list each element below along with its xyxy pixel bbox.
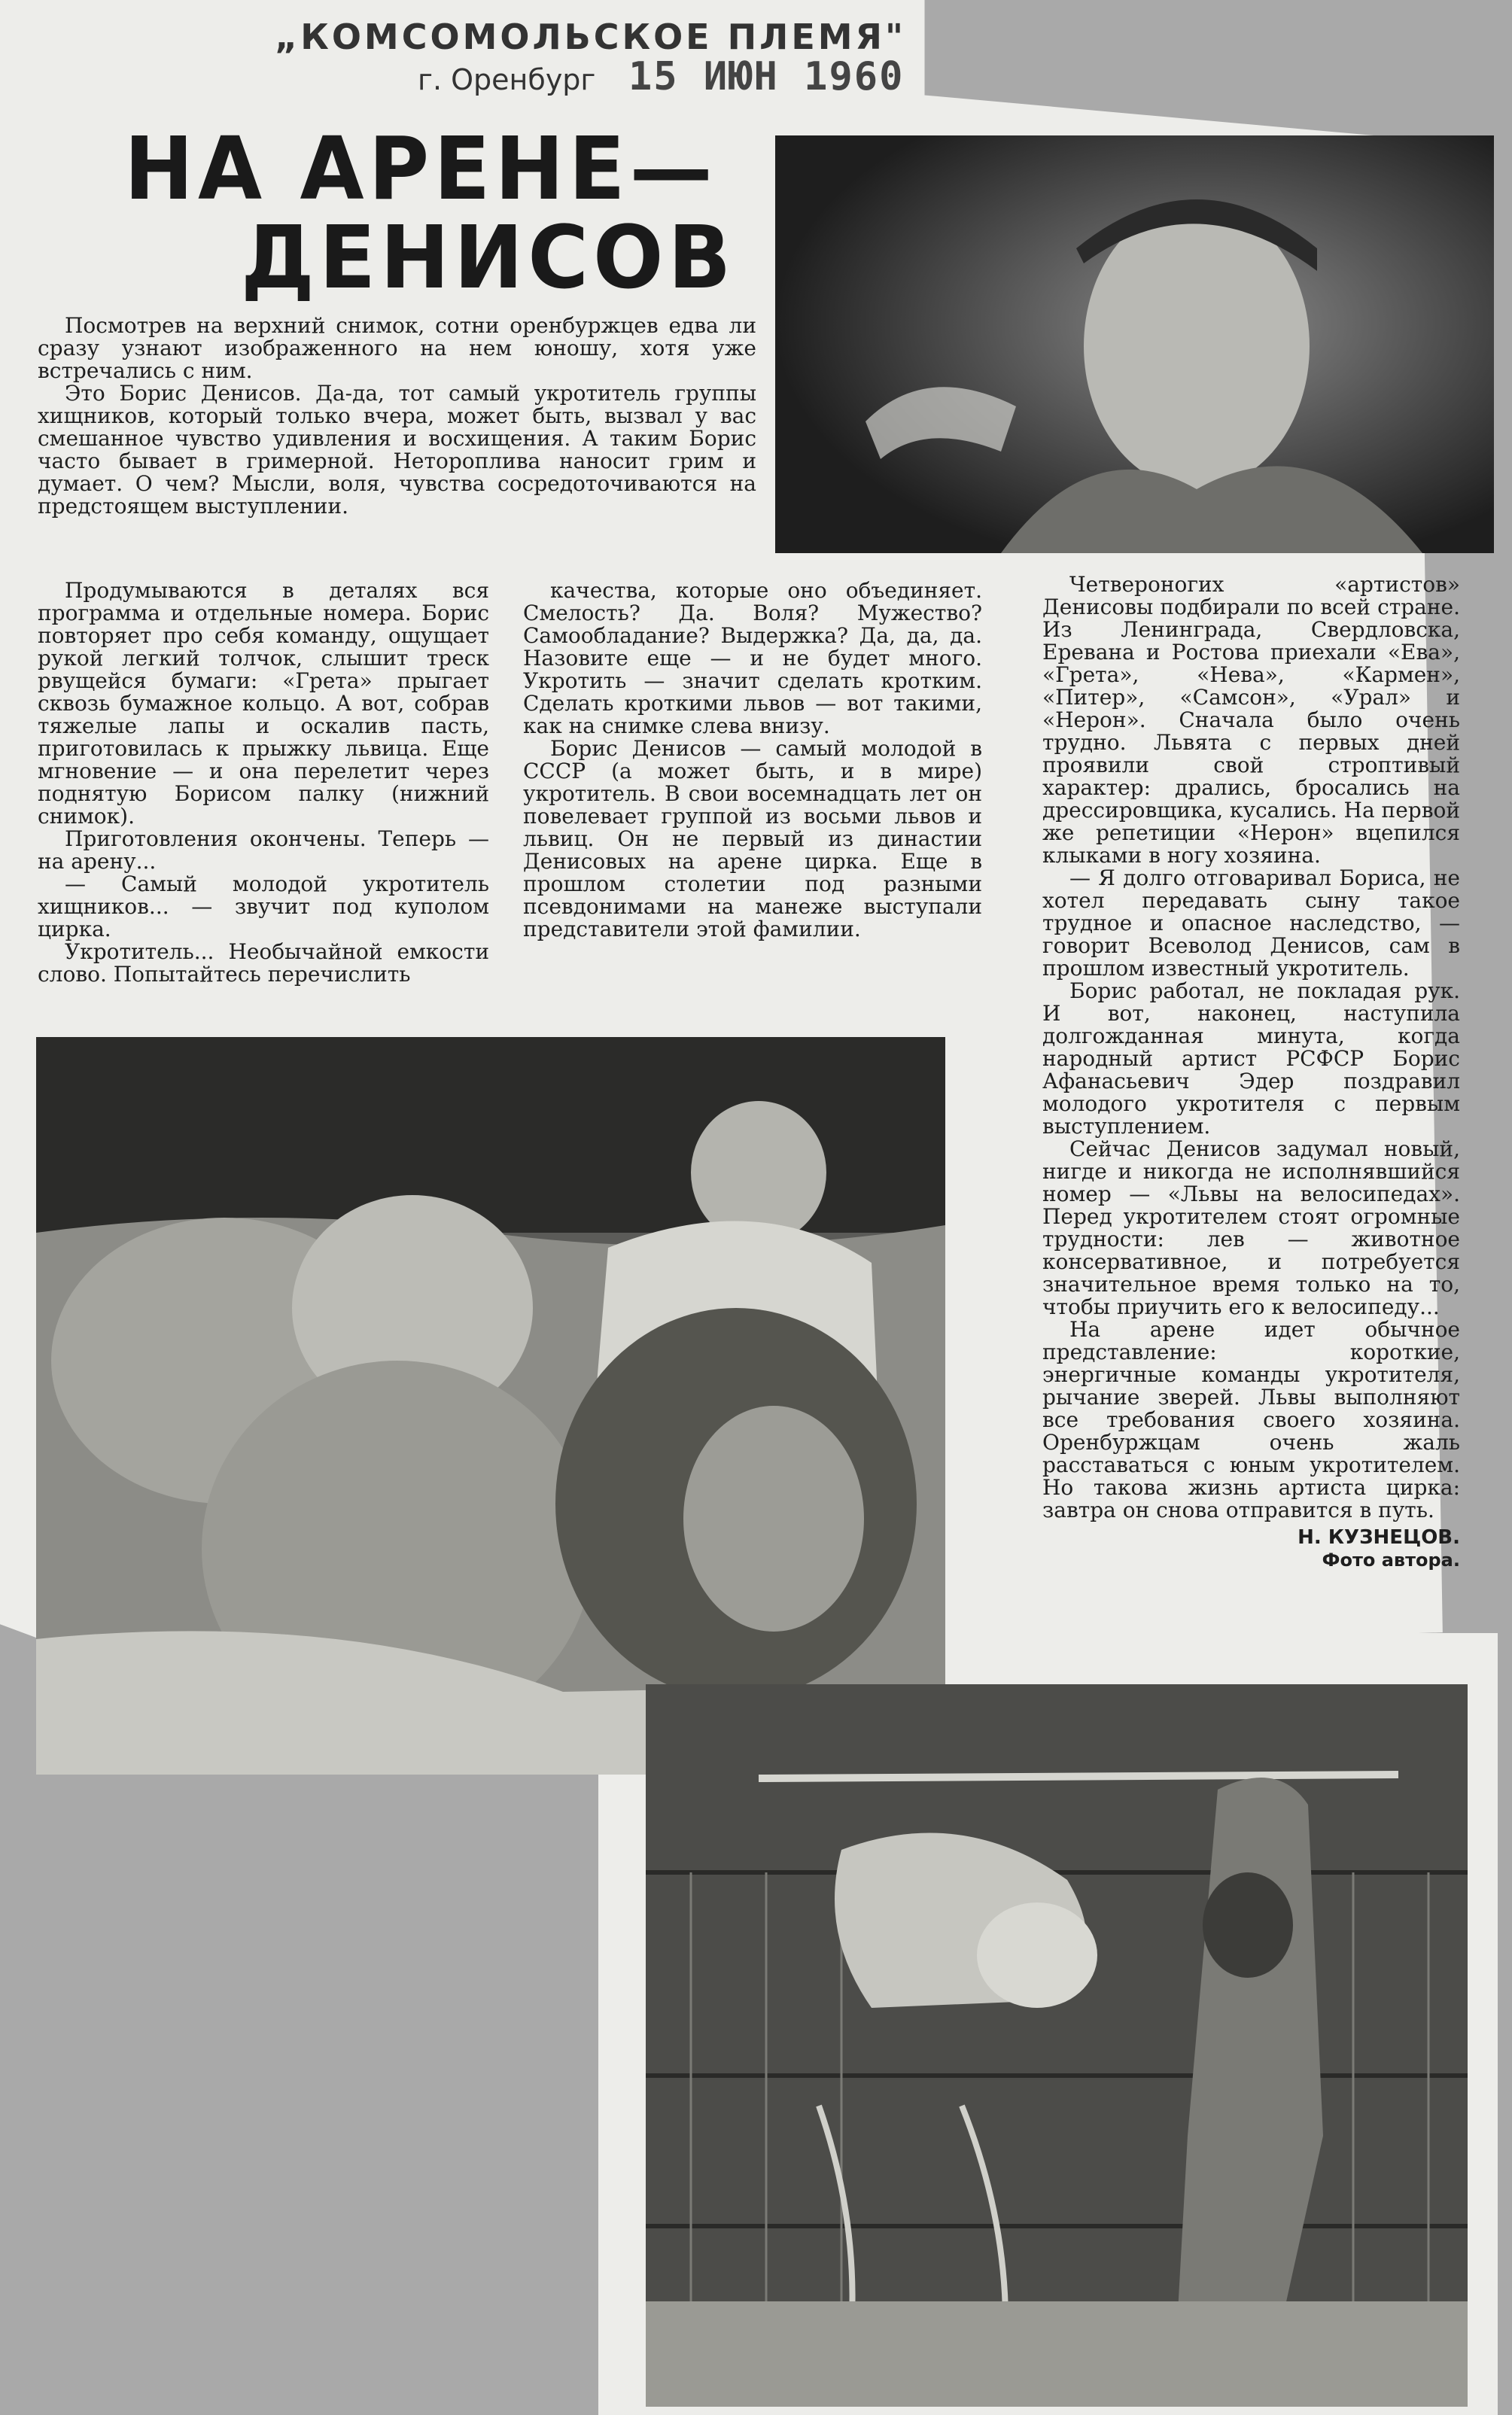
paragraph: качества, которые оно объединяет. Смелость? Да. Воля? Мужество? Самообладание? Выдержка? Да, да, да. Назовите еще — и не будет много. Укротить — значит сделать кротким. Сделать кроткими львов — вот такими, как на снимке слева внизу. — [523, 578, 982, 738]
lead-paragraph: Посмотрев на верхний снимок, сотни оренбуржцев едва ли сразу узнают изображенного на нем юношу, хотя уже встречались с ним. — [38, 313, 756, 383]
date-stamp: 15 ИЮН 1960 — [628, 54, 905, 99]
author-byline: Н. КУЗНЕЦОВ. — [1298, 1526, 1460, 1549]
portrait-photo — [775, 135, 1494, 553]
headline-line-1: НА АРЕНЕ— — [124, 117, 717, 220]
paragraph: Борис работал, не покладая рук. И вот, наконец, наступила долгожданная минута, когда народный артист РСФСР Борис Афанасьевич Эдер поздравил молодого укротителя с первым выступлением. — [1042, 978, 1460, 1139]
paragraph: Четвероногих «артистов» Денисовы подбирали по всей стране. Из Ленинграда, Свердловска, Еревана и Ростова приехали «Ева», «Грета», «Нева», «Кармен», «Питер», «Самсон», «Урал» и «Нерон». Сначала было очень трудно. Львята с первых дней проявили свой строптивый характер: дрались, бросались на дрессировщика, кусались. На первой же репетиции «Нерон» вцепился клыками в ногу хозяина. — [1042, 572, 1460, 868]
paragraph: Сейчас Денисов задумал новый, нигде и никогда не исполнявшийся номер — «Львы на велосипедах». Перед укротителем стоят огромные трудности: лев — животное консервативное, и потребуется значительное время только на то, чтобы приучить его к велосипеду... — [1042, 1136, 1460, 1319]
lead-paragraph: Это Борис Денисов. Да-да, тот самый укротитель группы хищников, который только вчера, может быть, вызвал у вас смешанное чувство удивления и восхищения. А таким Борис часто бывает в гримерной. Нетороплива наносит грим и думает. О чем? Мысли, воля, чувства сосредоточиваются на предстоящем выступлении. — [38, 381, 756, 519]
city-line: г. Оренбург — [418, 63, 596, 96]
lioness-jump-photo — [646, 1684, 1468, 2407]
headline-line-2: ДЕНИСОВ — [241, 206, 736, 309]
column-3 — [1042, 573, 1460, 1571]
column-2 — [523, 579, 982, 941]
photo-credit: Фото автора. — [1322, 1550, 1460, 1571]
paragraph: Продумываются в деталях вся программа и отдельные номера. Борис повторяет про себя команду, ощущает рукой легкий толчок, слышит треск рвущейся бумаги: «Грета» прыгает сквозь бумажное кольцо. А вот, собрав тяжелые лапы и оскалив пасть, приготовилась к прыжку львица. Еще мгновение — и она перелетит через поднятую Борисом палку (нижний снимок). — [38, 578, 489, 829]
lead-paragraphs — [38, 315, 756, 518]
column-1 — [38, 579, 489, 986]
lions-photo — [36, 1037, 945, 1775]
paragraph: Укротитель... Необычайной емкости слово. Попытайтесь перечислить — [38, 939, 489, 987]
paragraph: Борис Денисов — самый молодой в СССР (а может быть, и в мире) укротитель. В свои восемнадцать лет он повелевает группой из восьми львов и львиц. Он не первый из династии Денисовых на арене цирка. Еще в прошлом столетии под разными псевдонимами на манеже выступали представители этой фамилии. — [523, 736, 982, 941]
paragraph: Приготовления окончены. Теперь — на арену... — [38, 826, 489, 874]
masthead — [260, 17, 907, 114]
paragraph: — Самый молодой укротитель хищников... — звучит под куполом цирка. — [38, 871, 489, 941]
newspaper-name: „КОМСОМОЛЬСКОЕ ПЛЕМЯ" — [275, 17, 906, 57]
paragraph: На арене идет обычное представление: короткие, энергичные команды укротителя, рычание зверей. Львы выполняют все требования своего хозяина. Оренбуржцам очень жаль расставаться с юным укротителем. Но такова жизнь артиста цирка: завтра он снова отправится в путь. — [1042, 1317, 1460, 1522]
paragraph: — Я долго отговаривал Бориса, не хотел передавать сыну такое трудное и опасное наследство, — говорит Всеволод Денисов, сам в прошлом известный укротитель. — [1042, 865, 1460, 981]
